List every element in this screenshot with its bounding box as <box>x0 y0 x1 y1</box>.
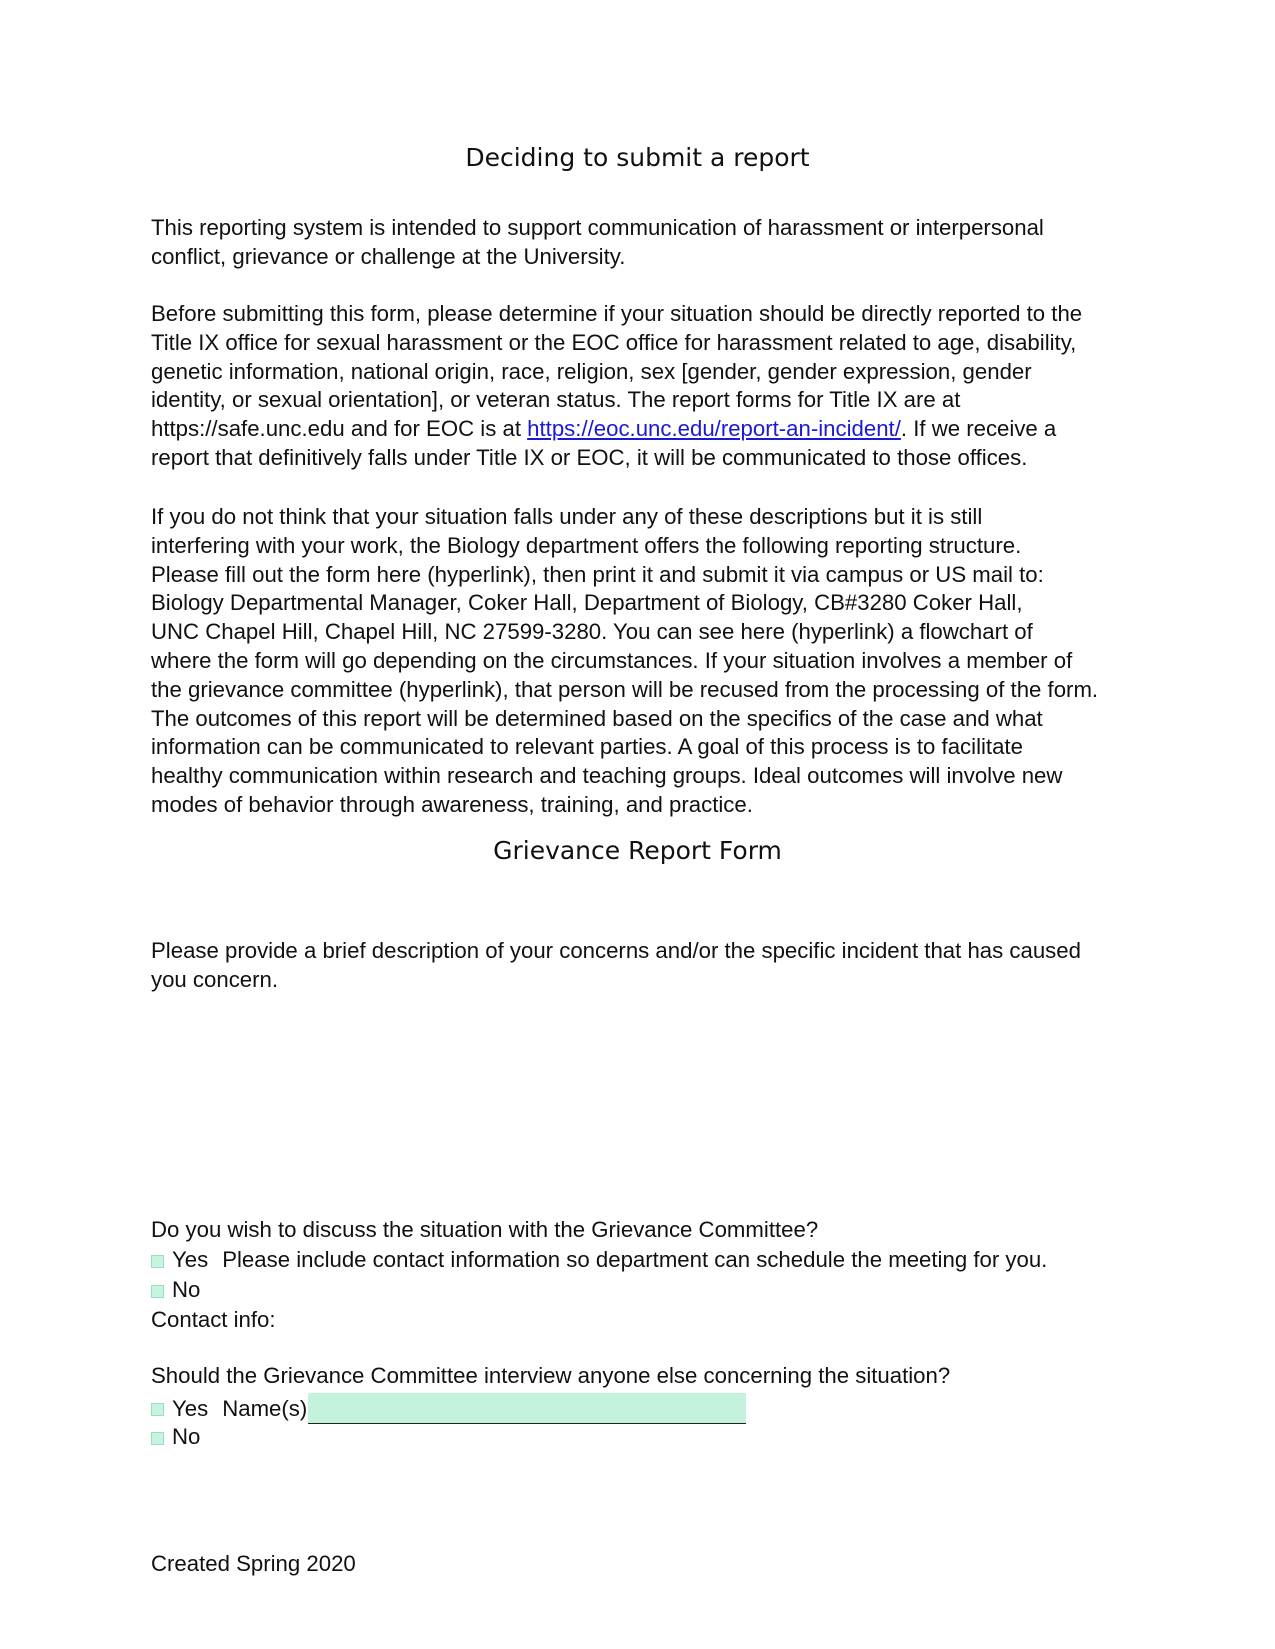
intro-paragraph <box>151 214 1141 272</box>
option-label: No <box>172 1424 201 1449</box>
text-line: UNC Chapel Hill, Chapel Hill, NC 27599-3280. You can see here (hyperlink) a flowchart of <box>151 619 1033 645</box>
question-text: Should the Grievance Committee interview anyone else concerning the situation? <box>151 1363 951 1388</box>
text-line: conflict, grievance or challenge at the University. <box>151 243 626 269</box>
heading-grievance-form: Grievance Report Form <box>493 836 782 865</box>
text-line: If you do not think that your situation falls under any of these descriptions but it is still <box>151 504 983 529</box>
contact-info-label <box>151 1306 276 1334</box>
eoc-report-link[interactable]: https://eoc.unc.edu/report-an-incident/ <box>527 416 901 442</box>
contact-text: Contact info: <box>151 1307 276 1332</box>
text-line: healthy communication within research and teaching groups. Ideal outcomes will involve new <box>151 763 1063 789</box>
option-discuss-yes <box>151 1246 1047 1274</box>
before-submitting-paragraph <box>151 300 1141 473</box>
option-interview-no <box>151 1423 200 1451</box>
text-line: modes of behavior through awareness, training, and practice. <box>151 791 753 817</box>
text-line: information can be communicated to relevant parties. A goal of this process is to facilitate <box>151 734 1023 760</box>
question-discuss <box>151 1216 818 1244</box>
footer-created <box>151 1550 356 1578</box>
footer-text: Created Spring 2020 <box>151 1551 356 1576</box>
text-line: the grievance committee (hyperlink), that person will be recused from the processing of the form. <box>151 676 1099 702</box>
text-line: This reporting system is intended to support communication of harassment or interpersonal <box>151 215 1044 240</box>
option-label: No <box>172 1277 201 1302</box>
interview-no-checkbox[interactable] <box>151 1432 164 1445</box>
text-line: genetic information, national origin, race, religion, sex [gender, gender expression, gender <box>151 358 1032 384</box>
text-line: identity, or sexual orientation], or veteran status. The report forms for Title IX are at <box>151 387 961 413</box>
text-line: Please fill out the form here (hyperlink), then print it and submit it via campus or US mail to: <box>151 561 1044 587</box>
interview-yes-checkbox[interactable] <box>151 1403 164 1416</box>
option-interview-yes <box>151 1393 746 1424</box>
text-line: Before submitting this form, please determine if your situation should be directly reported to the <box>151 301 1083 326</box>
text-line: Title IX office for sexual harassment or the EOC office for harassment related to age, disability, <box>151 329 1077 355</box>
option-label: Yes <box>172 1395 209 1421</box>
safe-url-text: https://safe.unc.edu and for EOC is at <box>151 416 528 442</box>
discuss-yes-checkbox[interactable] <box>151 1255 164 1268</box>
text-line: The outcomes of this report will be determined based on the specifics of the case and what <box>151 705 1043 731</box>
option-label: Yes <box>172 1247 209 1272</box>
text-line: where the form will go depending on the circumstances. If your situation involves a member of <box>151 647 1073 673</box>
heading-deciding: Deciding to submit a report <box>465 143 810 172</box>
biology-paragraph <box>151 503 1141 820</box>
discuss-no-checkbox[interactable] <box>151 1285 164 1298</box>
text-line: you concern. <box>151 966 279 992</box>
text-line: report that definitively falls under Title IX or EOC, it will be communicated to those offices. <box>151 444 1028 470</box>
names-label: Name(s) <box>222 1395 308 1421</box>
text-fragment: . If we receive a <box>900 416 1057 442</box>
option-discuss-no <box>151 1276 200 1304</box>
question-text: Do you wish to discuss the situation with the Grievance Committee? <box>151 1217 819 1242</box>
question-interview <box>151 1362 950 1390</box>
names-input-field[interactable] <box>308 1393 746 1424</box>
text-line: Please provide a brief description of your concerns and/or the specific incident that has caused <box>151 938 1081 963</box>
option-note: Please include contact information so department can schedule the meeting for you. <box>222 1247 1048 1272</box>
text-line: Biology Departmental Manager, Coker Hall, Department of Biology, CB#3280 Coker Hall, <box>151 590 1023 616</box>
description-prompt <box>151 937 1141 995</box>
text-line <box>151 415 1141 444</box>
text-line: interfering with your work, the Biology department offers the following reporting structure. <box>151 532 1022 558</box>
